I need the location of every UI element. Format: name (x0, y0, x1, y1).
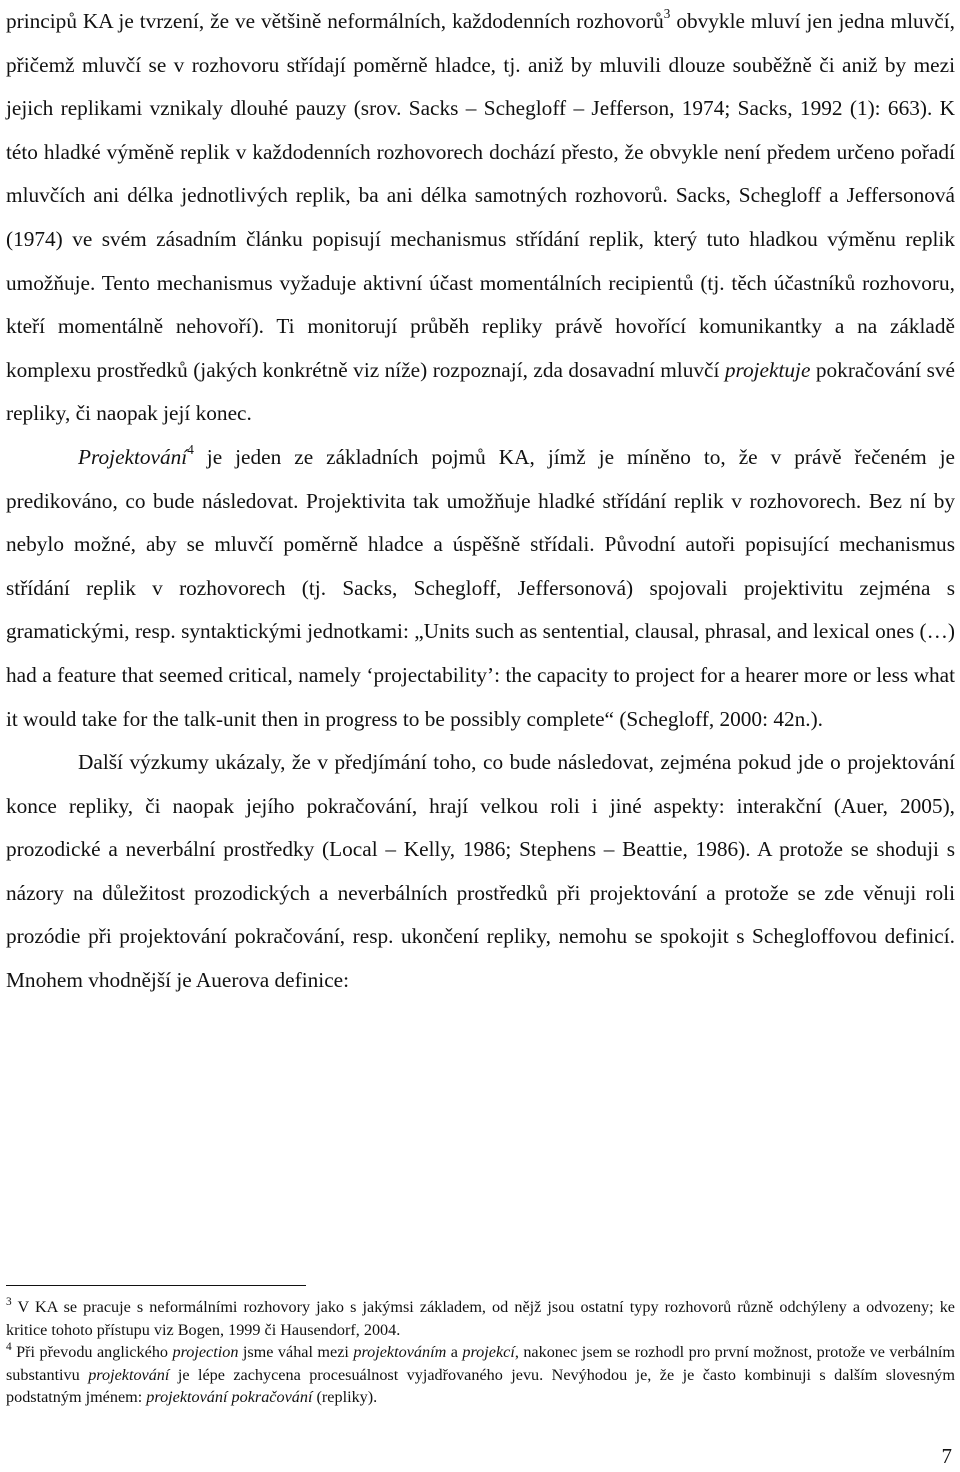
footnote-separator (6, 1285, 306, 1286)
footnote-4-emphasis-a: projection (172, 1343, 239, 1361)
footnote-4-emphasis-c: projekcí (462, 1343, 515, 1361)
paragraph-2-text: je jeden ze základních pojmů KA, jímž je míněno to, že v právě řečeném je predikováno, co bude následovat. Projektivita tak umožňuje hladké střídání replik v rozhovorech. Bez ní by nebylo možné, aby se mluvčí poměrně hladce a úspěšně střídali. Původní autoři popisující mechanismus střídání replik v rozhovorech (tj. Sacks, Schegloff, Jeffersonová) spojovali projektivitu zejména s gramatickými, resp. syntaktickými jednotkami: „Units such as sentential, clausal, phrasal, and lexical ones (…) had a feature that seemed critical, namely ‘projectability’: the capacity to project for a hearer more or less what it would take for the talk-unit then in progress to be possibly complete“ (Schegloff, 2000: 42n.). (6, 444, 955, 731)
footnote-3 (6, 1296, 955, 1341)
footnote-4-text-e: je lépe zachycena procesuálnost vyjadřovaného jevu. Nevýhodou je, že je často kombinuji s dalším slovesným podstatným jménem: (6, 1365, 955, 1406)
footnote-4-number: 4 (6, 1341, 12, 1354)
body-text (6, 0, 955, 1003)
footnote-4-text-f: (repliky). (312, 1388, 378, 1406)
footnote-3-text: V KA se pracuje s neformálními rozhovory jako s jakýmsi základem, od nějž jsou ostatní typy rozhovorů různě odchýleny a odvozeny; ke kritice tohoto přístupu viz Bogen, 1999 či Hausendorf, 2004. (6, 1298, 955, 1339)
paragraph-1 (6, 0, 955, 436)
paragraph-2 (6, 436, 955, 741)
footnote-4-emphasis-d: projektování (88, 1365, 170, 1384)
footnote-ref-3[interactable]: 3 (663, 6, 671, 22)
paragraph-1-text-a: principů KA je tvrzení, že ve většině neformálních, každodenních rozhovorů (6, 9, 664, 33)
footnote-4-text-b: jsme váhal mezi (238, 1343, 354, 1361)
paragraph-1-text-c: pokračování své repliky, či naopak její konec. (6, 357, 955, 426)
footnote-4-text-a: Při převodu anglického (11, 1343, 173, 1361)
paragraph-1-text-b: obvykle mluví jen jedna mluvčí, přičemž mluvčí se v rozhovoru střídají poměrně hladce, tj. aniž by mluvili dlouze souběžně či aniž by mezi jejich replikami vznikaly dlouhé pauzy (srov. Sacks – Schegloff – Jefferson, 1974; Sacks, 1992 (1): 663). K této hladké výměně replik v každodenních rozhovorech dochází přesto, že obvykle není předem určeno pořadí mluvčích ani délka jednotlivých replik, ba ani délka samotných rozhovorů. Sacks, Schegloff a Jeffersonová (1974) ve svém zásadním článku popisují mechanismus střídání replik, který tuto hladkou výměnu replik umožňuje. Tento mechanismus vyžaduje aktivní účast momentálních recipientů (tj. těch účastníků rozhovoru, kteří momentálně nehovoří). Ti monitorují průběh repliky právě hovořící komunikantky a na základě komplexu prostředků (jakých konkrétně viz níže) rozpoznají, zda dosavadní mluvčí (6, 9, 955, 382)
paragraph-3 (6, 741, 955, 1003)
footnote-4 (6, 1341, 955, 1409)
footnotes (6, 1296, 955, 1409)
paragraph-2-emphasis: Projektování (78, 444, 188, 469)
footnote-4-text-c: a (446, 1343, 463, 1361)
footnote-4-emphasis-b: projektováním (353, 1343, 447, 1361)
paragraph-1-emphasis: projektuje (724, 357, 811, 382)
footnote-4-text-d: , nakonec jsem se rozhodl pro první možnost, protože ve verbálním substantivu (6, 1343, 956, 1384)
footnote-4-emphasis-e: projektování pokračování (146, 1388, 313, 1406)
paragraph-3-text: Další výzkumy ukázaly, že v předjímání toho, co bude následovat, zejména pokud jde o projektování konce repliky, či naopak jejího pokračování, hrají velkou roli i jiné aspekty: interakční (Auer, 2005), prozodické a neverbální prostředky (Local – Kelly, 1986; Stephens – Beattie, 1986). A protože se shoduji s názory na důležitost prozodických a neverbálních prostředků při projektování a protože se zde věnuji roli prozódie při projektování pokračování, resp. ukončení repliky, nemohu se spokojit s Schegloffovou definicí. Mnohem vhodnější je Auerova definice: (6, 750, 955, 993)
footnote-ref-4[interactable]: 4 (187, 442, 194, 458)
page-number: 7 (941, 1444, 952, 1468)
footnote-3-number: 3 (6, 1296, 12, 1309)
